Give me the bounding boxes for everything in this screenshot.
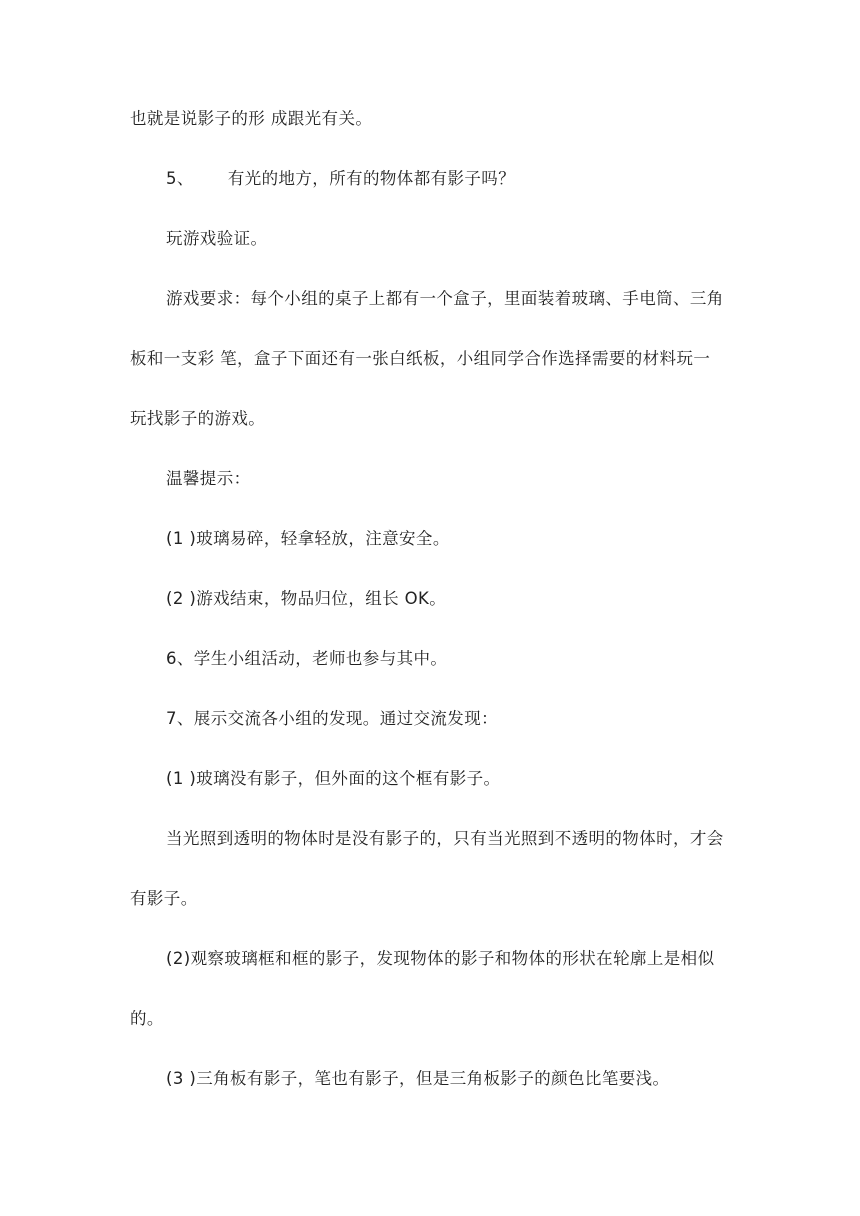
text-line: (1 )玻璃易碎，轻拿轻放，注意安全。 bbox=[166, 529, 450, 548]
text-line: (3 )三角板有影子，笔也有影子，但是三角板影子的颜色比笔要浅。 bbox=[166, 1069, 670, 1088]
list-number: 5、 bbox=[166, 169, 194, 188]
text-line: (1 )玻璃没有影子，但外面的这个框有影子。 bbox=[166, 769, 501, 788]
text-line: 玩游戏验证。 bbox=[166, 229, 268, 248]
text-line: 有影子。 bbox=[130, 889, 198, 908]
text-line: 游戏要求：每个小组的桌子上都有一个盒子，里面装着玻璃、手电筒、三角 bbox=[166, 289, 724, 308]
text-line: 玩找影子的游戏。 bbox=[130, 409, 266, 428]
text-line bbox=[166, 167, 515, 191]
text-line: 当光照到透明的物体时是没有影子的，只有当光照到不透明的物体时，才会 bbox=[166, 829, 724, 848]
text-line: 板和一支彩 笔，盒子下面还有一张白纸板，小组同学合作选择需要的材料玩一 bbox=[130, 349, 711, 368]
text-line: 也就是说影子的形 成跟光有关。 bbox=[130, 109, 373, 128]
text-line: 7、展示交流各小组的发现。通过交流发现： bbox=[166, 709, 498, 728]
text-line: (2)观察玻璃框和框的影子，发现物体的影子和物体的形状在轮廓上是相似 bbox=[166, 949, 715, 968]
question-text: 有光的地方，所有的物体都有影子吗？ bbox=[227, 169, 516, 188]
text-line: (2 )游戏结束，物品归位，组长 OK。 bbox=[166, 589, 447, 608]
text-line: 6、学生小组活动，老师也参与其中。 bbox=[166, 649, 448, 668]
text-line: 的。 bbox=[130, 1009, 164, 1028]
text-line: 温馨提示： bbox=[166, 469, 251, 488]
